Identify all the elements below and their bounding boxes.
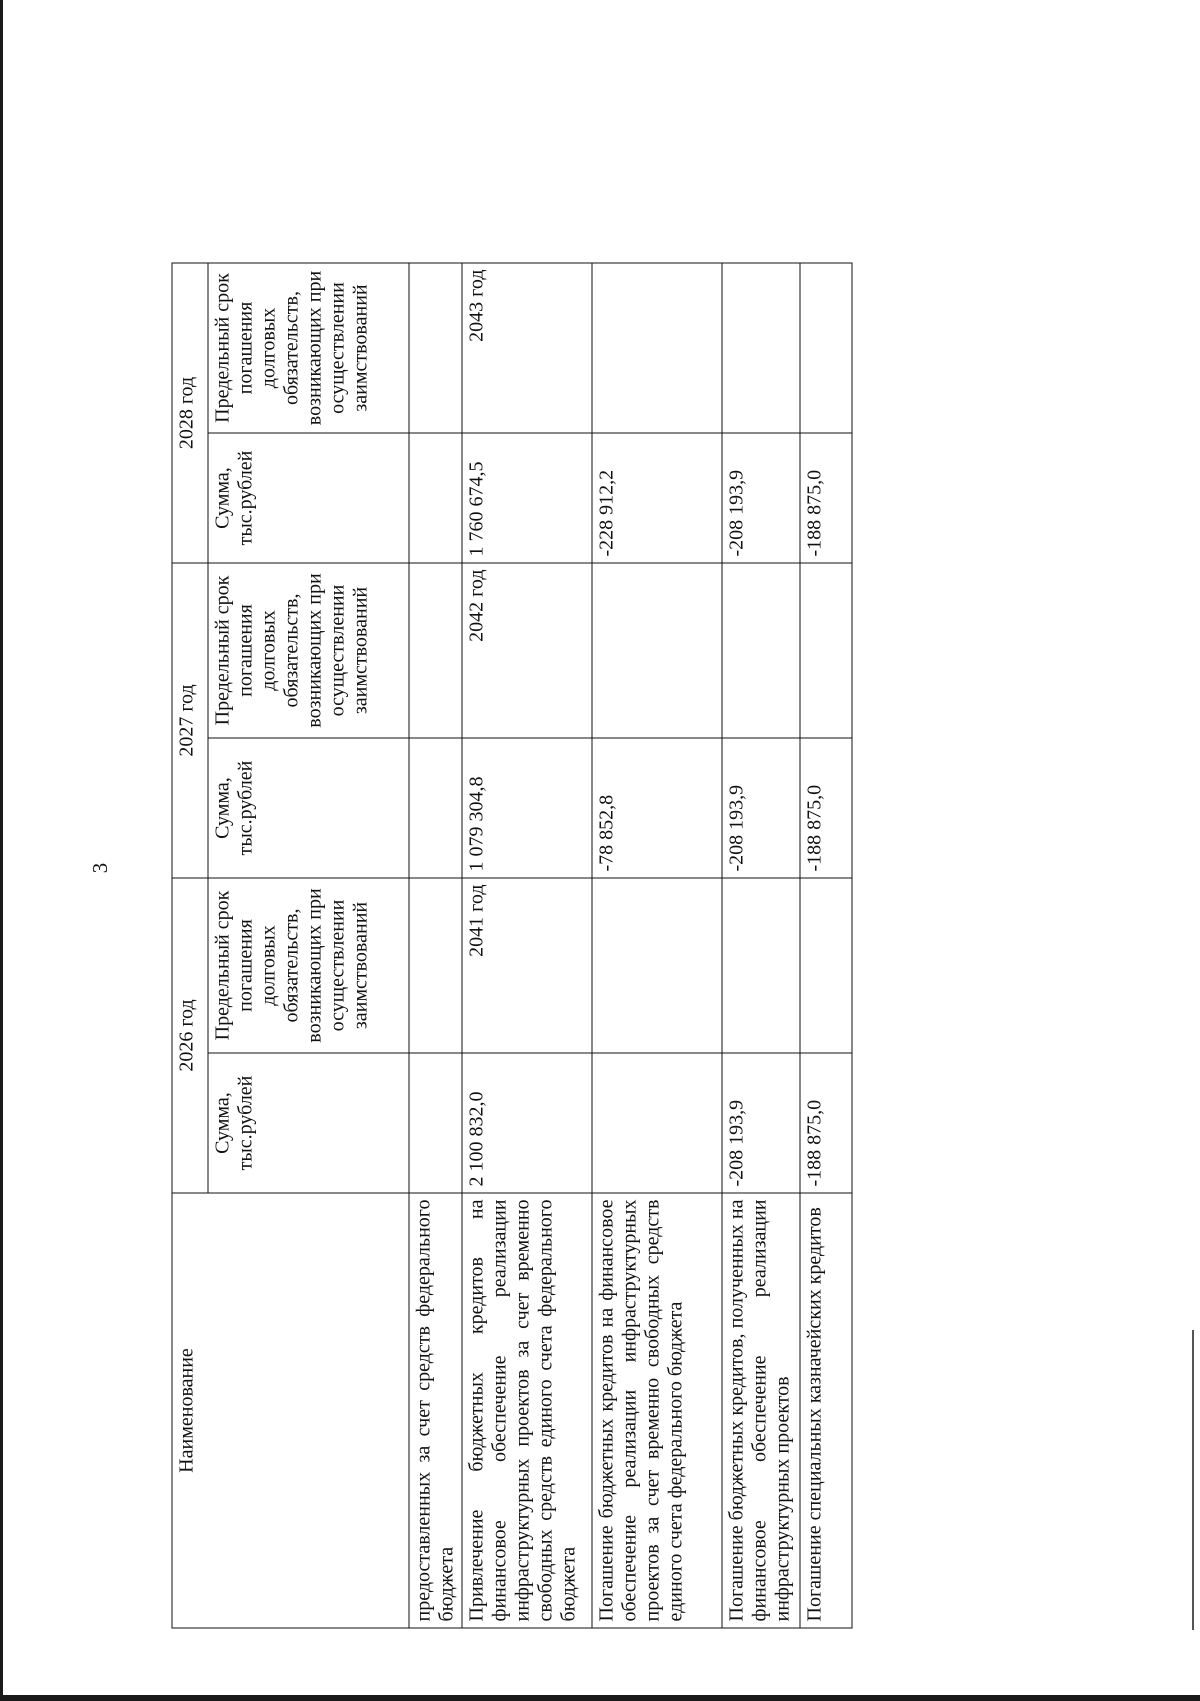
term-2027: [592, 563, 722, 738]
sum-2028: -208 193,9: [722, 433, 800, 563]
term-2028: [409, 263, 462, 433]
column-header-term-2027: Предельный срок погашения долговых обязательств, возникающих при осуществлении заимствований: [207, 563, 408, 738]
column-header-name: Наименование: [172, 1193, 409, 1628]
page-number: 3: [88, 862, 112, 874]
term-2028: [592, 263, 722, 433]
row-name: Погашение специальных казначейских кредитов: [800, 1193, 852, 1628]
sum-2027: 1 079 304,8: [462, 738, 592, 878]
column-header-sum-2028: Сумма, тыс.рублей: [207, 433, 408, 563]
sum-2026: [592, 1053, 722, 1193]
term-2026: [800, 878, 852, 1053]
sum-2027: [409, 738, 462, 878]
table-row: [800, 263, 852, 1628]
term-2026: [409, 878, 462, 1053]
term-2028: 2043 год: [462, 263, 592, 433]
row-name: Погашение бюджетных кредитов на финансовое обеспечение реализации инфраструктурных проектов за счет временно свободных средств единого счета федерального бюджета: [592, 1193, 722, 1628]
scan-edge-left: [0, 0, 3, 1701]
sum-2026: [409, 1053, 462, 1193]
column-header-term-2026: Предельный срок погашения долговых обязательств, возникающих при осуществлении заимствований: [207, 878, 408, 1053]
sum-2026: 2 100 832,0: [462, 1053, 592, 1193]
sum-2026: -208 193,9: [722, 1053, 800, 1193]
column-header-year-2028: 2028 год: [172, 263, 208, 563]
term-2027: [800, 563, 852, 738]
row-name: предоставленных за счет средств федерального бюджета: [409, 1193, 462, 1628]
sum-2026: -188 875,0: [800, 1053, 852, 1193]
sum-2027: -208 193,9: [722, 738, 800, 878]
column-header-year-2027: 2027 год: [172, 563, 208, 878]
header-row-years: [172, 263, 208, 1628]
term-2027: [722, 563, 800, 738]
row-name: Привлечение бюджетных кредитов на финансовое обеспечение реализации инфраструктурных проектов за счет временно свободных средств единого счета федерального бюджета: [462, 1193, 592, 1628]
rotated-table-container: [171, 264, 831, 1629]
sum-2027: -188 875,0: [800, 738, 852, 878]
sum-2028: 1 760 674,5: [462, 433, 592, 563]
borrowing-table: [171, 263, 852, 1629]
column-header-sum-2026: Сумма, тыс.рублей: [207, 1053, 408, 1193]
row-name: Погашение бюджетных кредитов, полученных на финансовое обеспечение реализации инфраструктурных проектов: [722, 1193, 800, 1628]
scan-edge-bottom: [0, 1695, 1200, 1701]
column-header-year-2026: 2026 год: [172, 878, 208, 1193]
term-2028: [722, 263, 800, 433]
table-row: [592, 263, 722, 1628]
sum-2027: -78 852,8: [592, 738, 722, 878]
column-header-term-2028: Предельный срок погашения долговых обязательств, возникающих при осуществлении заимствований: [207, 263, 408, 433]
sum-2028: -228 912,2: [592, 433, 722, 563]
table-row: [409, 263, 462, 1628]
sum-2028: -188 875,0: [800, 433, 852, 563]
term-2026: [592, 878, 722, 1053]
sum-2028: [409, 433, 462, 563]
term-2026: 2041 год: [462, 878, 592, 1053]
table-row: [462, 263, 592, 1628]
term-2027: [409, 563, 462, 738]
term-2028: [800, 263, 852, 433]
table-row: [722, 263, 800, 1628]
term-2026: [722, 878, 800, 1053]
scan-edge-right: [1192, 1330, 1194, 1630]
column-header-sum-2027: Сумма, тыс.рублей: [207, 738, 408, 878]
term-2027: 2042 год: [462, 563, 592, 738]
